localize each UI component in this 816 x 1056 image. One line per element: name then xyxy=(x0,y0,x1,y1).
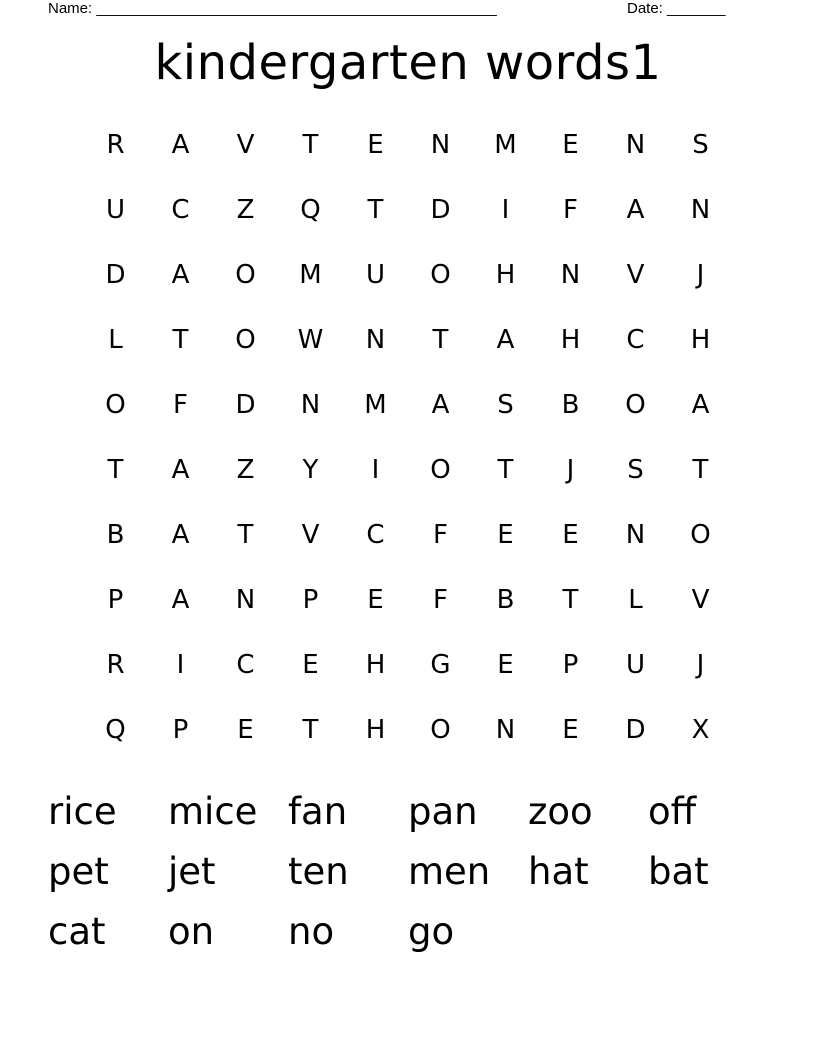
word-list-item: no xyxy=(288,910,335,953)
word-list-item: pet xyxy=(48,850,109,893)
grid-row xyxy=(83,567,733,632)
word-list-row xyxy=(48,782,768,842)
grid-letter[interactable]: I xyxy=(371,454,380,485)
grid-letter[interactable]: D xyxy=(235,389,256,420)
grid-letter[interactable]: U xyxy=(105,194,126,225)
grid-letter[interactable]: U xyxy=(365,259,386,290)
grid-row xyxy=(83,307,733,372)
grid-letter[interactable]: O xyxy=(430,454,451,485)
word-list-row xyxy=(48,902,768,962)
worksheet-title: kindergarten words1 xyxy=(154,35,662,91)
grid-letter[interactable]: E xyxy=(302,649,319,680)
grid-letter[interactable]: N xyxy=(300,389,321,420)
grid-letter[interactable]: N xyxy=(235,584,256,615)
word-search-grid xyxy=(83,112,733,762)
word-list-item: zoo xyxy=(528,790,593,833)
grid-letter[interactable]: A xyxy=(171,584,190,615)
grid-letter[interactable]: H xyxy=(495,259,516,290)
grid-letter[interactable]: A xyxy=(171,259,190,290)
grid-letter[interactable]: J xyxy=(696,649,705,680)
grid-letter[interactable]: L xyxy=(108,324,123,355)
grid-letter[interactable]: E xyxy=(497,519,514,550)
grid-letter[interactable]: V xyxy=(626,259,645,290)
grid-letter[interactable]: F xyxy=(173,389,188,420)
grid-letter[interactable]: R xyxy=(106,649,125,680)
grid-letter[interactable]: T xyxy=(432,324,449,355)
grid-letter[interactable]: Z xyxy=(236,194,255,225)
grid-letter[interactable]: S xyxy=(497,389,514,420)
grid-letter[interactable]: B xyxy=(496,584,515,615)
grid-letter[interactable]: Y xyxy=(302,454,319,485)
grid-row xyxy=(83,112,733,177)
grid-letter[interactable]: X xyxy=(691,714,710,745)
grid-letter[interactable]: M xyxy=(364,389,387,420)
grid-letter[interactable]: C xyxy=(626,324,645,355)
grid-letter[interactable]: P xyxy=(172,714,189,745)
grid-letter[interactable]: N xyxy=(625,519,646,550)
grid-letter[interactable]: M xyxy=(494,129,517,160)
grid-letter[interactable]: O xyxy=(105,389,126,420)
grid-letter[interactable]: N xyxy=(690,194,711,225)
grid-letter[interactable]: E xyxy=(367,129,384,160)
name-field-label[interactable]: Name: ________________________________________________ xyxy=(48,0,497,17)
grid-letter[interactable]: V xyxy=(301,519,320,550)
grid-letter[interactable]: L xyxy=(628,584,643,615)
word-list-item: hat xyxy=(528,850,589,893)
word-list xyxy=(48,782,768,962)
grid-letter[interactable]: B xyxy=(561,389,580,420)
word-list-item: ten xyxy=(288,850,349,893)
grid-letter[interactable]: O xyxy=(430,714,451,745)
grid-letter[interactable]: H xyxy=(690,324,711,355)
word-list-item: men xyxy=(408,850,491,893)
grid-row xyxy=(83,632,733,697)
grid-letter[interactable]: V xyxy=(236,129,255,160)
grid-letter[interactable]: D xyxy=(105,259,126,290)
grid-letter[interactable]: P xyxy=(107,584,124,615)
grid-letter[interactable]: M xyxy=(299,259,322,290)
grid-letter[interactable]: V xyxy=(691,584,710,615)
grid-letter[interactable]: S xyxy=(627,454,644,485)
word-list-item: jet xyxy=(168,850,216,893)
grid-letter[interactable]: T xyxy=(107,454,124,485)
word-list-item: mice xyxy=(168,790,258,833)
word-list-item: go xyxy=(408,910,455,953)
word-list-item: cat xyxy=(48,910,106,953)
grid-row xyxy=(83,372,733,437)
grid-letter[interactable]: E xyxy=(237,714,254,745)
grid-letter[interactable]: A xyxy=(496,324,515,355)
grid-letter[interactable]: Q xyxy=(105,714,126,745)
grid-letter[interactable]: F xyxy=(433,584,448,615)
grid-letter[interactable]: S xyxy=(692,129,709,160)
grid-letter[interactable]: T xyxy=(302,714,319,745)
grid-letter[interactable]: N xyxy=(560,259,581,290)
grid-letter[interactable]: H xyxy=(365,649,386,680)
grid-letter[interactable]: B xyxy=(106,519,125,550)
grid-letter[interactable]: A xyxy=(431,389,450,420)
grid-letter[interactable]: C xyxy=(236,649,255,680)
word-list-item: pan xyxy=(408,790,478,833)
grid-letter[interactable]: J xyxy=(696,259,705,290)
grid-letter[interactable]: T xyxy=(497,454,514,485)
grid-row xyxy=(83,502,733,567)
grid-letter[interactable]: O xyxy=(430,259,451,290)
header xyxy=(48,0,748,20)
grid-letter[interactable]: I xyxy=(501,194,510,225)
grid-letter[interactable]: O xyxy=(235,324,256,355)
grid-letter[interactable]: P xyxy=(302,584,319,615)
grid-letter[interactable]: O xyxy=(690,519,711,550)
grid-letter[interactable]: F xyxy=(563,194,578,225)
grid-letter[interactable]: H xyxy=(560,324,581,355)
grid-letter[interactable]: A xyxy=(171,129,190,160)
grid-letter[interactable]: F xyxy=(433,519,448,550)
word-list-item: rice xyxy=(48,790,117,833)
grid-letter[interactable]: E xyxy=(367,584,384,615)
grid-letter[interactable]: N xyxy=(625,129,646,160)
word-list-item: bat xyxy=(648,850,709,893)
grid-letter[interactable]: N xyxy=(495,714,516,745)
grid-letter[interactable]: T xyxy=(367,194,384,225)
grid-letter[interactable]: E xyxy=(562,714,579,745)
grid-letter[interactable]: O xyxy=(235,259,256,290)
grid-letter[interactable]: N xyxy=(430,129,451,160)
grid-row xyxy=(83,437,733,502)
date-field-label[interactable]: Date: _______ xyxy=(627,0,726,17)
grid-letter[interactable]: C xyxy=(366,519,385,550)
grid-letter[interactable]: A xyxy=(691,389,710,420)
grid-letter[interactable]: C xyxy=(171,194,190,225)
grid-letter[interactable]: H xyxy=(365,714,386,745)
word-list-item: fan xyxy=(288,790,348,833)
grid-letter[interactable]: I xyxy=(176,649,185,680)
word-list-item: on xyxy=(168,910,215,953)
grid-letter[interactable]: O xyxy=(625,389,646,420)
grid-letter[interactable]: E xyxy=(562,519,579,550)
grid-letter[interactable]: R xyxy=(106,129,125,160)
grid-letter[interactable]: A xyxy=(171,519,190,550)
grid-letter[interactable]: W xyxy=(297,324,324,355)
grid-letter[interactable]: N xyxy=(365,324,386,355)
grid-row xyxy=(83,242,733,307)
grid-letter[interactable]: U xyxy=(625,649,646,680)
grid-row xyxy=(83,177,733,242)
grid-letter[interactable]: Z xyxy=(236,454,255,485)
grid-letter[interactable]: D xyxy=(430,194,451,225)
grid-letter[interactable]: E xyxy=(562,129,579,160)
grid-letter[interactable]: E xyxy=(497,649,514,680)
grid-letter[interactable]: T xyxy=(302,129,319,160)
grid-letter[interactable]: T xyxy=(237,519,254,550)
grid-letter[interactable]: D xyxy=(625,714,646,745)
grid-letter[interactable]: A xyxy=(171,454,190,485)
grid-letter[interactable]: P xyxy=(562,649,579,680)
grid-letter[interactable]: T xyxy=(172,324,189,355)
grid-letter[interactable]: A xyxy=(626,194,645,225)
grid-letter[interactable]: Q xyxy=(300,194,321,225)
word-list-row xyxy=(48,842,768,902)
grid-letter[interactable]: T xyxy=(692,454,709,485)
grid-letter[interactable]: J xyxy=(566,454,575,485)
word-list-item: off xyxy=(648,790,697,833)
grid-letter[interactable]: G xyxy=(430,649,451,680)
grid-row xyxy=(83,697,733,762)
grid-letter[interactable]: T xyxy=(562,584,579,615)
